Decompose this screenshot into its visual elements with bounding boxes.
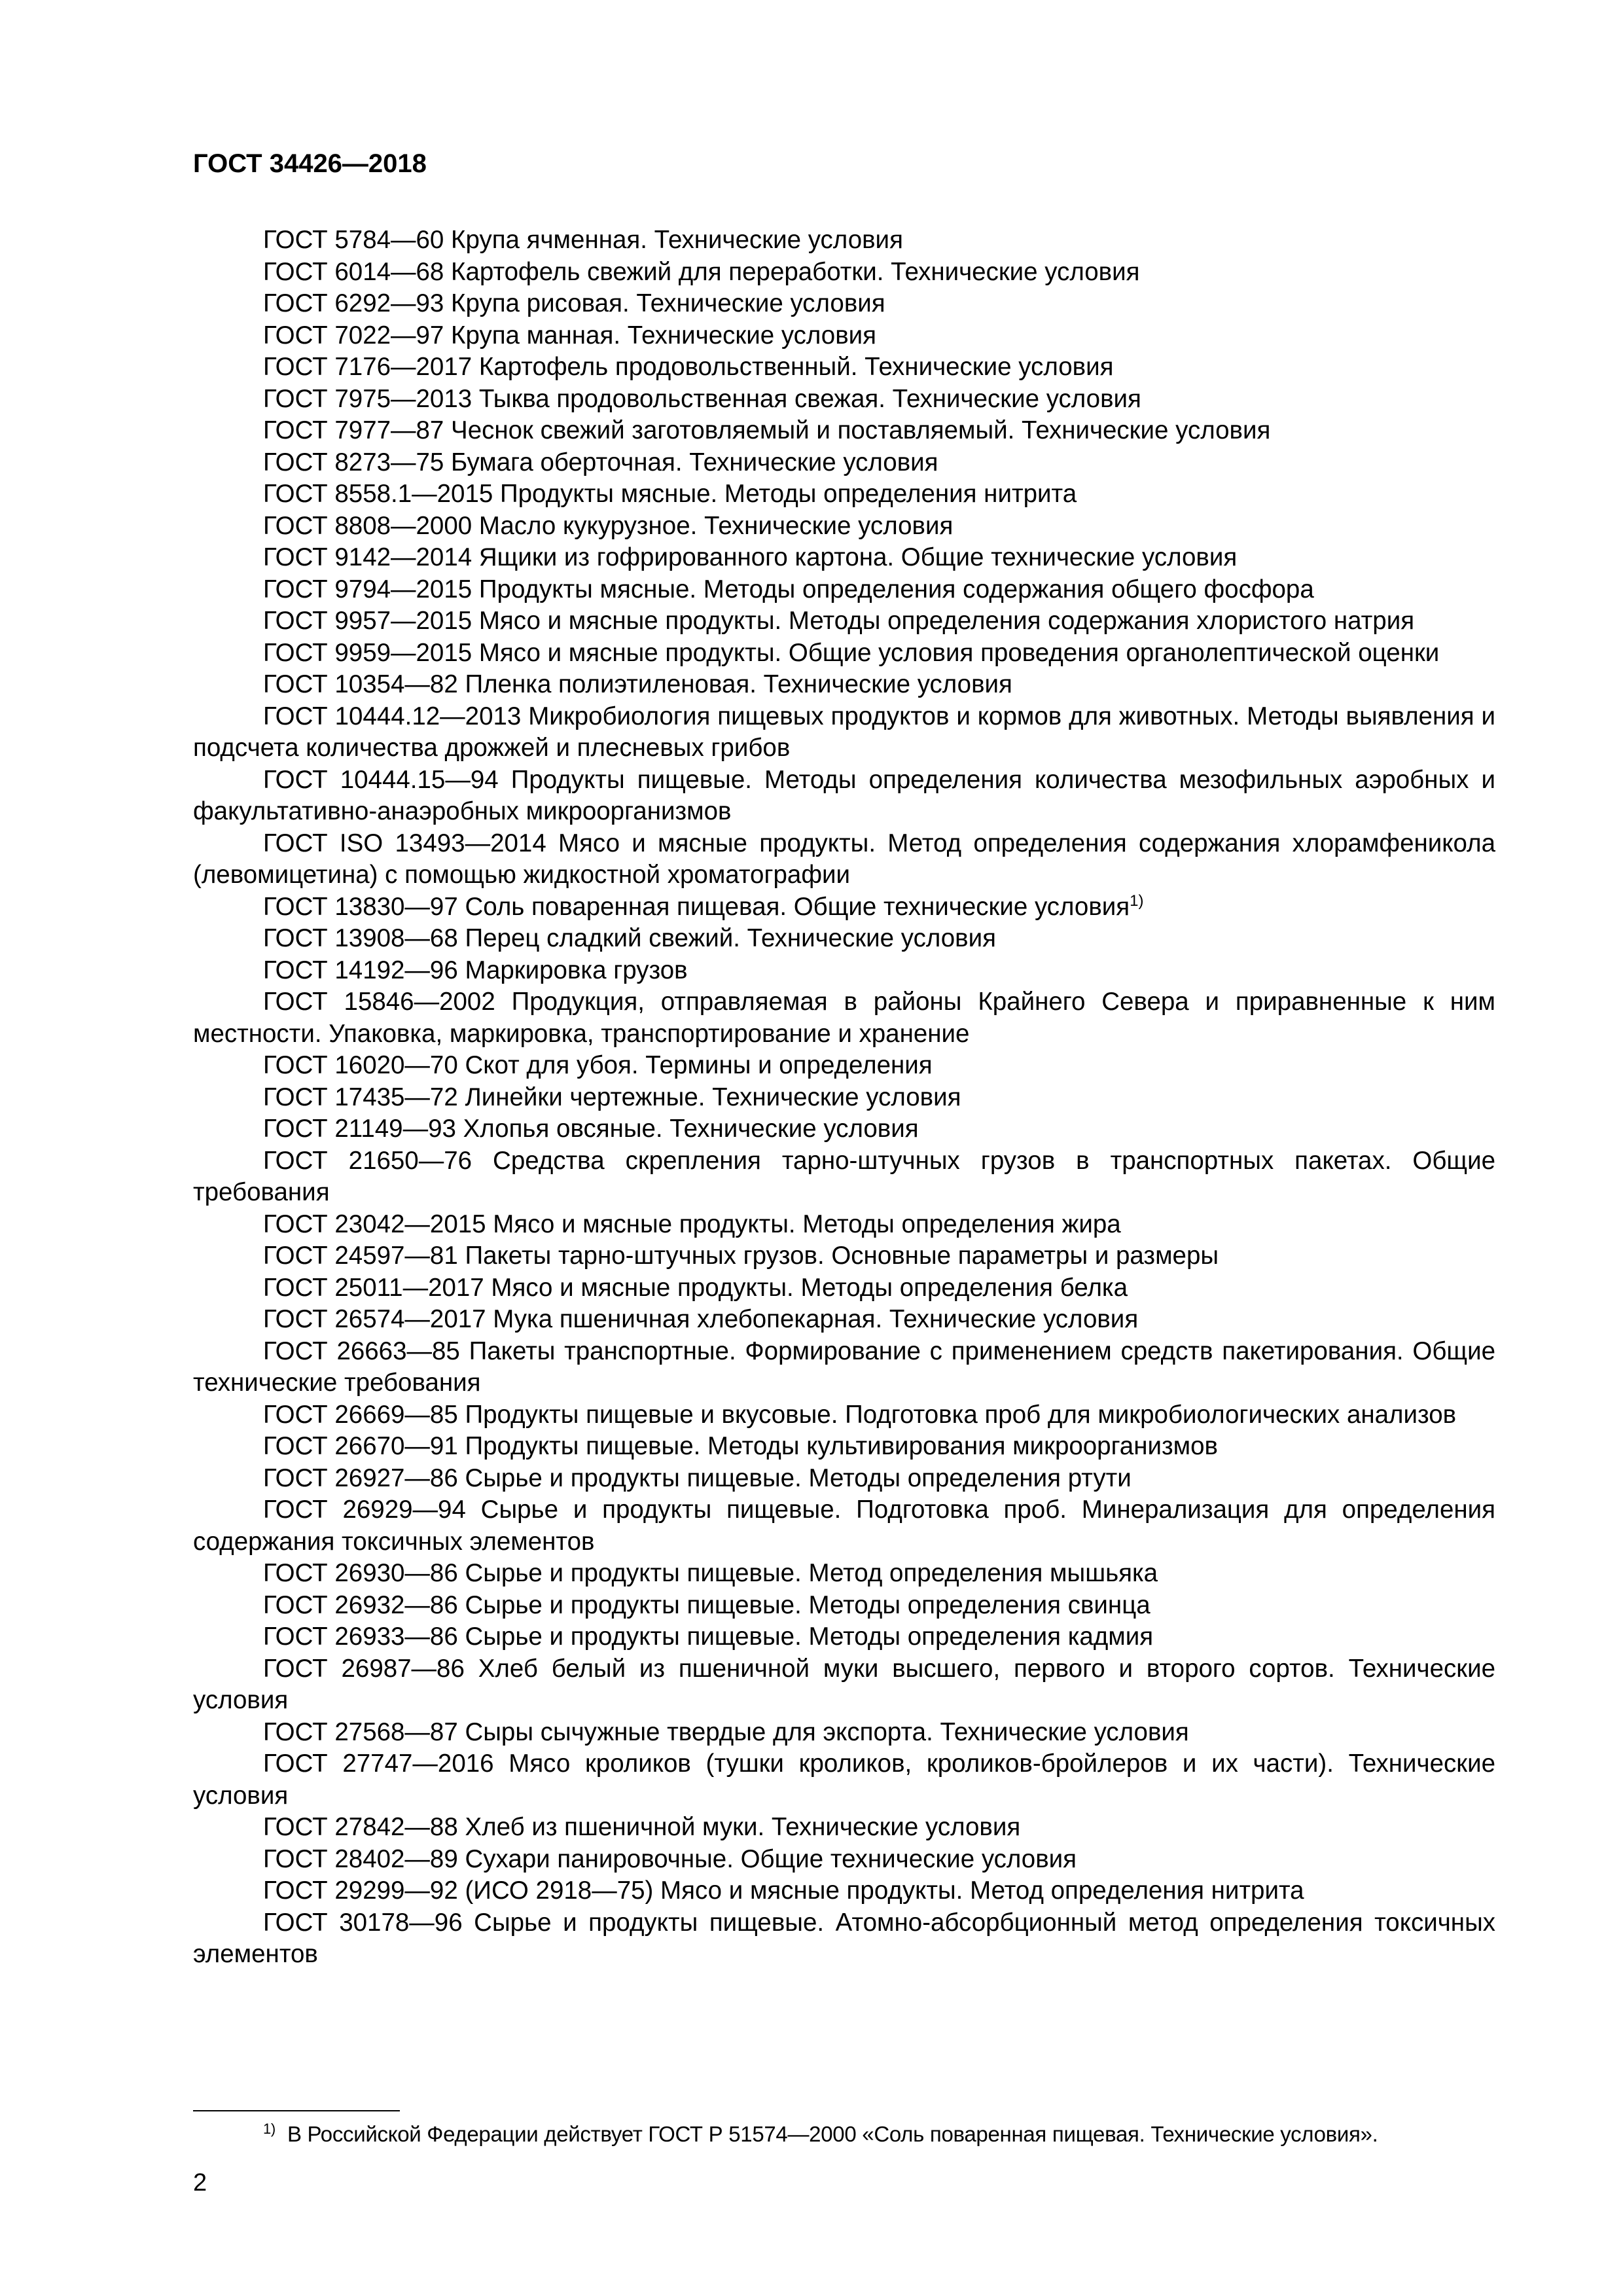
reference-item: ГОСТ 5784—60 Крупа ячменная. Технические условия [263,226,903,254]
reference-item: ГОСТ 13830—97 Соль поваренная пищевая. Общие технические условия$^{1)}$ [263,891,1144,921]
footnote [263,2121,1378,2148]
footnote-marker: 1) [263,2121,276,2137]
reference-item: ГОСТ 8808—2000 Масло кукурузное. Технические условия [263,511,954,540]
reference-item: ГОСТ 26933—86 Сырье и продукты пищевые. Методы определения кадмия [263,1623,1154,1651]
footnote-marker[interactable]: 1) [1130,891,1144,910]
reference-item: ГОСТ 7022—97 Крупа манная. Технические условия [263,321,877,350]
reference-item: ГОСТ 17435—72 Линейки чертежные. Технические условия [263,1083,961,1111]
reference-item: ГОСТ 6292—93 Крупа рисовая. Технические условия [263,289,885,317]
reference-item: ГОСТ 9794—2015 Продукты мясные. Методы определения содержания общего фосфора [263,575,1314,603]
reference-item: ГОСТ 29299—92 (ИСО 2918—75) Мясо и мясные продукты. Метод определения нитрита [263,1876,1304,1905]
reference-item: ГОСТ 26987—86 Хлеб белый из пшеничной муки высшего, первого и второго сортов. Технические условия [193,1654,1495,1714]
reference-item: ГОСТ 26669—85 Продукты пищевые и вкусовые. Подготовка проб для микробиологических анализов [263,1400,1457,1429]
reference-item: ГОСТ 27568—87 Сыры сычужные твердые для экспорта. Технические условия [263,1717,1189,1746]
reference-item: ГОСТ 26670—91 Продукты пищевые. Методы культивирования микроорганизмов [263,1432,1218,1460]
reference-item: ГОСТ 9959—2015 Мясо и мясные продукты. Общие условия проведения органолептической оценки [263,638,1440,667]
reference-item: ГОСТ 10444.15—94 Продукты пищевые. Методы определения количества мезофильных аэробных и факультативно-анаэробных микроорганизмов [193,765,1495,825]
reference-item: ГОСТ 10444.12—2013 Микробиология пищевых продуктов и кормов для животных. Методы выявления и подсчета количества дрожжей и плесневых грибов [193,702,1495,762]
page-number: 2 [193,2169,207,2197]
footnote-text: В Российской Федерации действует ГОСТ Р 51574—2000 «Соль поваренная пищевая. Технические условия». [287,2122,1378,2146]
reference-item: ГОСТ 7176—2017 Картофель продовольственный. Технические условия [263,353,1114,381]
reference-item: ГОСТ 25011—2017 Мясо и мясные продукты. Методы определения белка [263,1273,1128,1302]
reference-item: ГОСТ 26927—86 Сырье и продукты пищевые. Методы определения ртути [263,1463,1132,1492]
document-header: ГОСТ 34426—2018 [193,149,427,178]
reference-item: ГОСТ 21149—93 Хлопья овсяные. Технические условия [263,1115,919,1143]
reference-item: ГОСТ 28402—89 Сухари панировочные. Общие технические условия [263,1844,1077,1873]
reference-item: ГОСТ 13908—68 Перец сладкий свежий. Технические условия [263,924,996,952]
reference-item: ГОСТ 26663—85 Пакеты транспортные. Формирование с применением средств пакетирования. Общие технические требования [193,1336,1495,1397]
reference-item: ГОСТ 26930—86 Сырье и продукты пищевые. Метод определения мышьяка [263,1559,1158,1587]
reference-item: ГОСТ 8558.1—2015 Продукты мясные. Методы определения нитрита [263,480,1077,508]
reference-item: ГОСТ 7975—2013 Тыква продовольственная свежая. Технические условия [263,384,1141,413]
reference-item: ГОСТ 21650—76 Средства скрепления тарно-штучных грузов в транспортных пакетах. Общие требования [193,1146,1495,1206]
footnote-divider [193,2110,400,2111]
reference-item: ГОСТ 16020—70 Скот для убоя. Термины и определения [263,1051,933,1079]
reference-item: ГОСТ 26929—94 Сырье и продукты пищевые. Подготовка проб. Минерализация для определения содержания токсичных элементов [193,1496,1495,1556]
reference-item: ГОСТ 8273—75 Бумага оберточная. Технические условия [263,448,938,476]
reference-item: ГОСТ 14192—96 Маркировка грузов [263,956,688,984]
reference-item: ГОСТ 6014—68 Картофель свежий для переработки. Технические условия [263,257,1140,286]
reference-item: ГОСТ 27747—2016 Мясо кроликов (тушки кроликов, кроликов-бройлеров и их части). Технические условия [193,1749,1495,1810]
reference-item: ГОСТ 24597—81 Пакеты тарно-штучных грузов. Основные параметры и размеры [263,1242,1219,1270]
reference-item: ГОСТ 26932—86 Сырье и продукты пищевые. Методы определения свинца [263,1590,1150,1619]
reference-item: ГОСТ 9957—2015 Мясо и мясные продукты. Методы определения содержания хлористого натрия [263,607,1415,635]
reference-item: ГОСТ 10354—82 Пленка полиэтиленовая. Технические условия [263,670,1012,698]
reference-item: ГОСТ 26574—2017 Мука пшеничная хлебопекарная. Технические условия [263,1305,1139,1333]
reference-item: ГОСТ 30178—96 Сырье и продукты пищевые. Атомно-абсорбционный метод определения токсичных элементов [193,1908,1495,1968]
reference-item: ГОСТ 7977—87 Чеснок свежий заготовляемый и поставляемый. Технические условия [263,416,1271,444]
reference-item: ГОСТ 9142—2014 Ящики из гофрированного картона. Общие технические условия [263,543,1238,571]
references-list [193,224,1495,1971]
reference-item: ГОСТ 23042—2015 Мясо и мясные продукты. Методы определения жира [263,1210,1121,1238]
reference-item: ГОСТ 27842—88 Хлеб из пшеничной муки. Технические условия [263,1813,1021,1841]
reference-item: ГОСТ ISO 13493—2014 Мясо и мясные продукты. Метод определения содержания хлорамфеникола (левомицетина) с помощью жидкостной хроматографии [193,829,1495,889]
reference-item: ГОСТ 15846—2002 Продукция, отправляемая в районы Крайнего Севера и приравненные к ним местности. Упаковка, маркировка, транспортирование и хранение [193,988,1495,1048]
